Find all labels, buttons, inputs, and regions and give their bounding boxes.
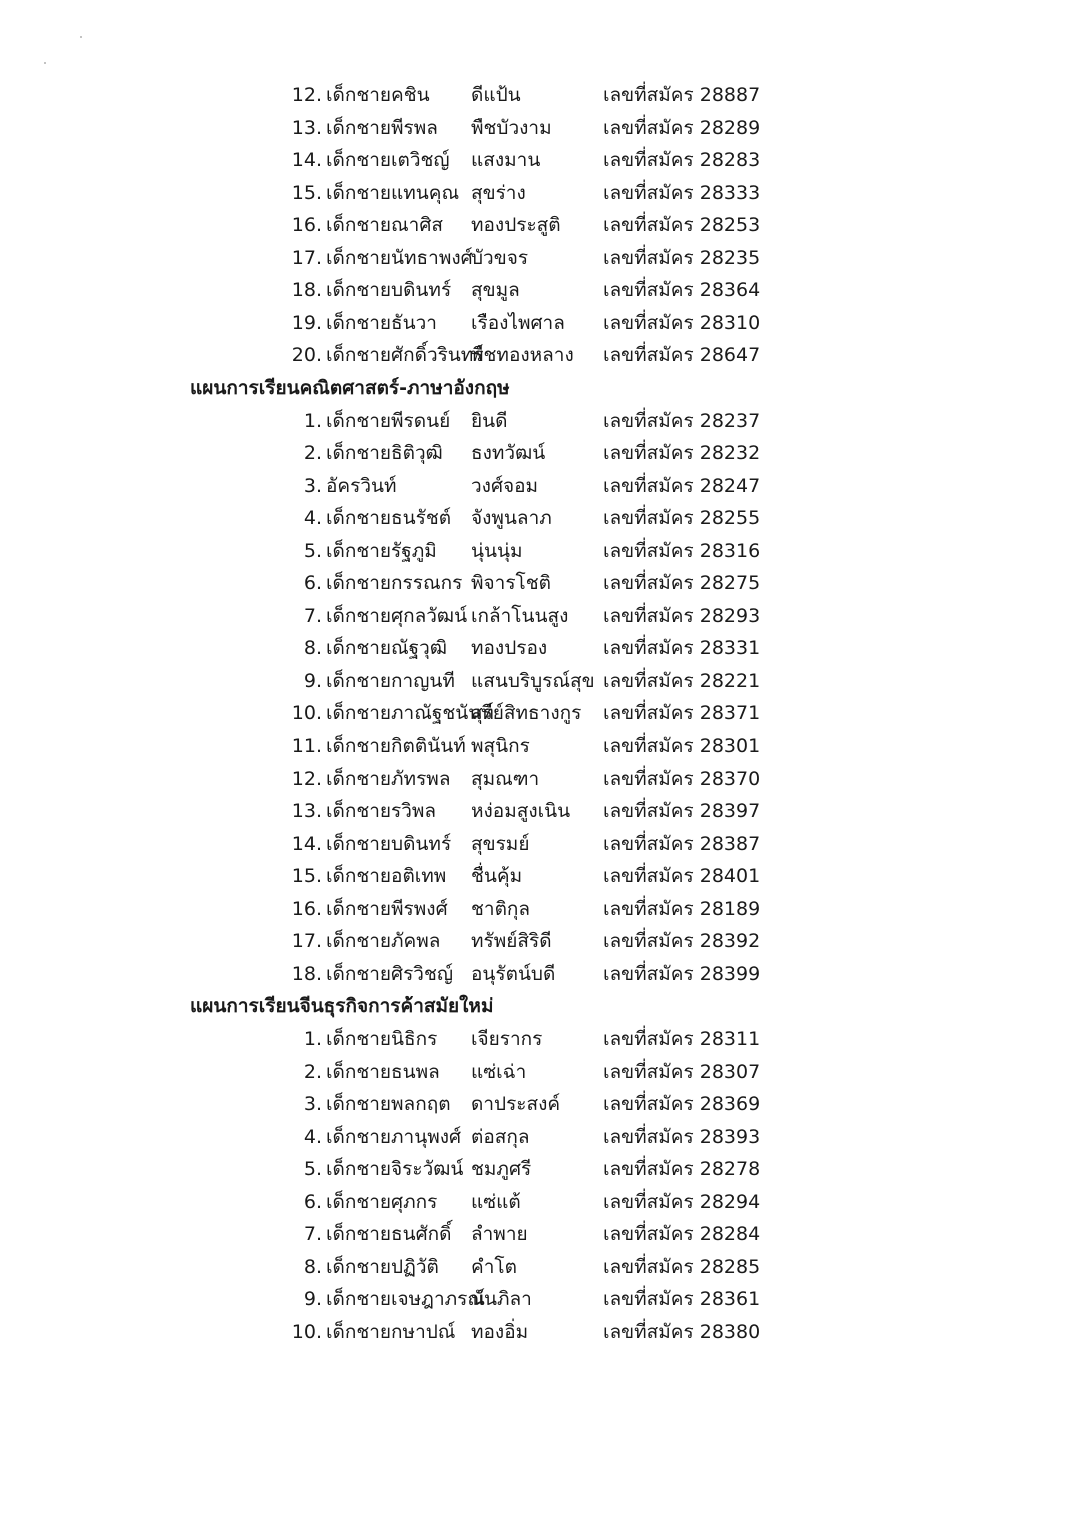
entry-application-number: เลขที่สมัคร 28311 — [603, 1028, 761, 1050]
entry-application-number: เลขที่สมัคร 28399 — [603, 963, 761, 985]
entry-application-number: เลขที่สมัคร 28189 — [603, 898, 761, 920]
entry-last-name: สุรีย์สิทธางกูร — [471, 702, 582, 724]
entry-application-number: เลขที่สมัคร 28232 — [603, 442, 761, 464]
entry-application-number: เลขที่สมัคร 28370 — [603, 768, 761, 790]
entry-first-name: อัครวินท์ — [326, 475, 397, 497]
entry-first-name: เด็กชายธิติวุฒิ — [326, 442, 443, 464]
entry-application-number: เลขที่สมัคร 28371 — [603, 702, 761, 724]
entry-number: 6. — [303, 572, 322, 594]
entry-application-number: เลขที่สมัคร 28247 — [603, 475, 761, 497]
entry-application-number: เลขที่สมัคร 28235 — [603, 247, 761, 269]
list-item — [275, 1088, 835, 1120]
entry-application-number: เลขที่สมัคร 28283 — [603, 149, 761, 171]
entry-number: 6. — [303, 1191, 322, 1213]
list-item — [275, 242, 835, 274]
entry-application-number: เลขที่สมัคร 28307 — [603, 1061, 761, 1083]
entry-first-name: เด็กชายศุภกร — [326, 1191, 438, 1213]
entry-first-name: เด็กชายพีรพงศ์ — [326, 898, 448, 920]
entry-number: 5. — [303, 540, 322, 562]
list-item — [275, 209, 835, 241]
entry-last-name: แสงมาน — [471, 149, 541, 171]
entry-application-number: เลขที่สมัคร 28255 — [603, 507, 761, 529]
entry-last-name: ชาติกุล — [471, 898, 531, 920]
list-item — [275, 697, 835, 729]
entry-application-number: เลขที่สมัคร 28278 — [603, 1158, 761, 1180]
list-item — [275, 470, 835, 502]
list-item — [275, 112, 835, 144]
scan-speck — [80, 36, 82, 38]
entry-last-name: สุขร่าง — [471, 182, 526, 204]
list-item — [275, 1186, 835, 1218]
entry-last-name: จังพูนลาภ — [471, 507, 552, 529]
entry-last-name: ชื่นคุ้ม — [471, 865, 523, 887]
entry-first-name: เด็กชายกรรณกร — [326, 572, 463, 594]
entry-number: 9. — [303, 1288, 322, 1310]
entry-last-name: ทรัพย์สิริดี — [471, 930, 552, 952]
entry-last-name: แซ่เฉ่า — [471, 1061, 527, 1083]
list-item — [275, 958, 835, 990]
list-item — [275, 1121, 835, 1153]
entry-number: 17. — [291, 247, 322, 269]
entry-first-name: เด็กชายคชิน — [326, 84, 430, 106]
list-item — [275, 437, 835, 469]
list-item — [275, 763, 835, 795]
entry-application-number: เลขที่สมัคร 28275 — [603, 572, 761, 594]
entry-last-name: ทองปรอง — [471, 637, 548, 659]
entry-last-name: เจียรากร — [471, 1028, 543, 1050]
entry-number: 11. — [291, 735, 322, 757]
scan-speck — [44, 62, 46, 64]
entry-application-number: เลขที่สมัคร 28301 — [603, 735, 761, 757]
entry-first-name: เด็กชายเตวิชญ์ — [326, 149, 450, 171]
list-item — [275, 307, 835, 339]
entry-first-name: เด็กชายปฏิวัติ — [326, 1256, 439, 1278]
entry-last-name: พืชทองหลาง — [471, 344, 574, 366]
entry-number: 7. — [303, 605, 322, 627]
list-item — [275, 339, 835, 371]
list-item — [275, 567, 835, 599]
entry-first-name: เด็กชายกาญนที — [326, 670, 455, 692]
entry-first-name: เด็กชายเจษฎาภรณ์ — [326, 1288, 485, 1310]
list-item — [275, 925, 835, 957]
entry-first-name: เด็กชายภัคพล — [326, 930, 441, 952]
entry-application-number: เลขที่สมัคร 28392 — [603, 930, 761, 952]
section-heading: แผนการเรียนจีนธุรกิจการค้าสมัยใหม่ — [190, 995, 494, 1017]
entry-last-name: ดีแป้น — [471, 84, 521, 106]
entry-application-number: เลขที่สมัคร 28331 — [603, 637, 761, 659]
entry-application-number: เลขที่สมัคร 28310 — [603, 312, 761, 334]
entry-first-name: เด็กชายณาศิส — [326, 214, 443, 236]
entry-last-name: ทองประสูติ — [471, 214, 561, 236]
section-heading: แผนการเรียนคณิตศาสตร์-ภาษาอังกฤษ — [190, 377, 510, 399]
entry-number: 5. — [303, 1158, 322, 1180]
entry-last-name: สุมณฑา — [471, 768, 540, 790]
entry-number: 16. — [291, 214, 322, 236]
entry-first-name: เด็กชายอติเทพ — [326, 865, 447, 887]
entry-number: 8. — [303, 637, 322, 659]
entry-first-name: เด็กชายธันวา — [326, 312, 437, 334]
entry-first-name: เด็กชายพลกฤต — [326, 1093, 451, 1115]
entry-last-name: แซ่แต้ — [471, 1191, 521, 1213]
entry-last-name: ชมภูศรี — [471, 1158, 532, 1180]
list-item — [275, 1056, 835, 1088]
entry-number: 4. — [303, 1126, 322, 1148]
list-item — [275, 535, 835, 567]
entry-application-number: เลขที่สมัคร 28387 — [603, 833, 761, 855]
entry-last-name: นุ่นนุ่ม — [471, 540, 523, 562]
entry-number: 12. — [291, 84, 322, 106]
list-item — [275, 1153, 835, 1185]
entry-number: 12. — [291, 768, 322, 790]
entry-number: 14. — [291, 149, 322, 171]
entry-last-name: บัวขจร — [471, 247, 529, 269]
list-item — [275, 860, 835, 892]
list-item — [275, 79, 835, 111]
entry-application-number: เลขที่สมัคร 28293 — [603, 605, 761, 627]
entry-first-name: เด็กชายแทนคุณ — [326, 182, 460, 204]
entry-application-number: เลขที่สมัคร 28316 — [603, 540, 761, 562]
entry-first-name: เด็กชายนัทธาพงศ์ — [326, 247, 473, 269]
entry-first-name: เด็กชายจิระวัฒน์ — [326, 1158, 464, 1180]
entry-first-name: เด็กชายธนศักดิ์ — [326, 1223, 452, 1245]
list-item — [275, 795, 835, 827]
entry-number: 4. — [303, 507, 322, 529]
entry-number: 10. — [291, 702, 322, 724]
entry-first-name: เด็กชายภัทรพล — [326, 768, 451, 790]
entry-number: 15. — [291, 865, 322, 887]
entry-last-name: วงศ์จอม — [471, 475, 539, 497]
entry-last-name: เกล้าโนนสูง — [471, 605, 569, 627]
list-item — [275, 502, 835, 534]
list-item — [275, 1218, 835, 1250]
entry-last-name: คำโต — [471, 1256, 517, 1278]
entry-application-number: เลขที่สมัคร 28364 — [603, 279, 761, 301]
entry-number: 19. — [291, 312, 322, 334]
entry-number: 13. — [291, 117, 322, 139]
entry-application-number: เลขที่สมัคร 28285 — [603, 1256, 761, 1278]
entry-first-name: เด็กชายพีรดนย์ — [326, 410, 451, 432]
entry-last-name: พิจารโชติ — [471, 572, 551, 594]
entry-number: 1. — [303, 1028, 322, 1050]
entry-first-name: เด็กชายบดินทร์ — [326, 833, 452, 855]
entry-first-name: เด็กชายบดินทร์ — [326, 279, 452, 301]
entry-application-number: เลขที่สมัคร 28397 — [603, 800, 761, 822]
entry-application-number: เลขที่สมัคร 28333 — [603, 182, 761, 204]
entry-application-number: เลขที่สมัคร 28294 — [603, 1191, 761, 1213]
entry-last-name: ลำพาย — [471, 1223, 528, 1245]
entry-application-number: เลขที่สมัคร 28284 — [603, 1223, 761, 1245]
entry-first-name: เด็กชายกิตตินันท์ — [326, 735, 466, 757]
entry-last-name: สุขรมย์ — [471, 833, 530, 855]
list-item — [275, 1283, 835, 1315]
entry-number: 13. — [291, 800, 322, 822]
entry-last-name: สุขมูล — [471, 279, 520, 301]
entry-application-number: เลขที่สมัคร 28289 — [603, 117, 761, 139]
entry-number: 8. — [303, 1256, 322, 1278]
entry-number: 20. — [291, 344, 322, 366]
list-item — [275, 893, 835, 925]
entry-number: 7. — [303, 1223, 322, 1245]
entry-number: 1. — [303, 410, 322, 432]
entry-number: 9. — [303, 670, 322, 692]
entry-last-name: หง่อมสูงเนิน — [471, 800, 571, 822]
entry-last-name: แสนบริบูรณ์สุข — [471, 670, 595, 692]
entry-application-number: เลขที่สมัคร 28253 — [603, 214, 761, 236]
entry-application-number: เลขที่สมัคร 28401 — [603, 865, 761, 887]
entry-last-name: เรืองไพศาล — [471, 312, 565, 334]
list-item — [275, 405, 835, 437]
entry-last-name: ต่อสกุล — [471, 1126, 530, 1148]
entry-application-number: เลขที่สมัคร 28221 — [603, 670, 761, 692]
entry-last-name: ทองอิ่ม — [471, 1321, 529, 1343]
list-item — [275, 1023, 835, 1055]
entry-application-number: เลขที่สมัคร 28237 — [603, 410, 761, 432]
entry-first-name: เด็กชายกษาปณ์ — [326, 1321, 456, 1343]
entry-first-name: เด็กชายธนรัชต์ — [326, 507, 452, 529]
entry-last-name: อนุรัตน์บดี — [471, 963, 556, 985]
entry-first-name: เด็กชายรัฐภูมิ — [326, 540, 437, 562]
list-item — [275, 632, 835, 664]
entry-number: 16. — [291, 898, 322, 920]
entry-application-number: เลขที่สมัคร 28369 — [603, 1093, 761, 1115]
entry-first-name: เด็กชายณัฐวุฒิ — [326, 637, 447, 659]
list-item — [275, 177, 835, 209]
entry-number: 3. — [303, 475, 322, 497]
entry-number: 18. — [291, 279, 322, 301]
list-item — [275, 828, 835, 860]
entry-first-name: เด็กชายธนพล — [326, 1061, 440, 1083]
entry-first-name: เด็กชายศุกลวัฒน์ — [326, 605, 468, 627]
entry-number: 2. — [303, 442, 322, 464]
entry-last-name: ธงทวัฒน์ — [471, 442, 546, 464]
entry-first-name: เด็กชายภาณัฐชนันท์ — [326, 702, 494, 724]
entry-first-name: เด็กชายภานุพงศ์ — [326, 1126, 462, 1148]
list-item — [275, 144, 835, 176]
list-item — [275, 1251, 835, 1283]
list-item — [275, 730, 835, 762]
entry-number: 17. — [291, 930, 322, 952]
list-item — [275, 274, 835, 306]
list-item — [275, 600, 835, 632]
entry-last-name: ดาประสงค์ — [471, 1093, 561, 1115]
entry-first-name: เด็กชายศักดิ์วรินทร์ — [326, 344, 484, 366]
entry-number: 18. — [291, 963, 322, 985]
entry-number: 14. — [291, 833, 322, 855]
entry-number: 10. — [291, 1321, 322, 1343]
entry-first-name: เด็กชายศิรวิชญ์ — [326, 963, 454, 985]
entry-first-name: เด็กชายพีรพล — [326, 117, 438, 139]
entry-last-name: นันภิลา — [471, 1288, 532, 1310]
entry-last-name: พืชบัวงาม — [471, 117, 552, 139]
entry-application-number: เลขที่สมัคร 28887 — [603, 84, 761, 106]
entry-first-name: เด็กชายรวิพล — [326, 800, 437, 822]
entry-application-number: เลขที่สมัคร 28380 — [603, 1321, 761, 1343]
entry-application-number: เลขที่สมัคร 28647 — [603, 344, 761, 366]
entry-number: 15. — [291, 182, 322, 204]
entry-number: 2. — [303, 1061, 322, 1083]
entry-last-name: ยินดี — [471, 410, 508, 432]
entry-application-number: เลขที่สมัคร 28361 — [603, 1288, 761, 1310]
entry-last-name: พสุนิกร — [471, 735, 530, 757]
entry-number: 3. — [303, 1093, 322, 1115]
list-item — [275, 665, 835, 697]
entry-application-number: เลขที่สมัคร 28393 — [603, 1126, 761, 1148]
list-item — [275, 1316, 835, 1348]
entry-first-name: เด็กชายนิธิกร — [326, 1028, 438, 1050]
